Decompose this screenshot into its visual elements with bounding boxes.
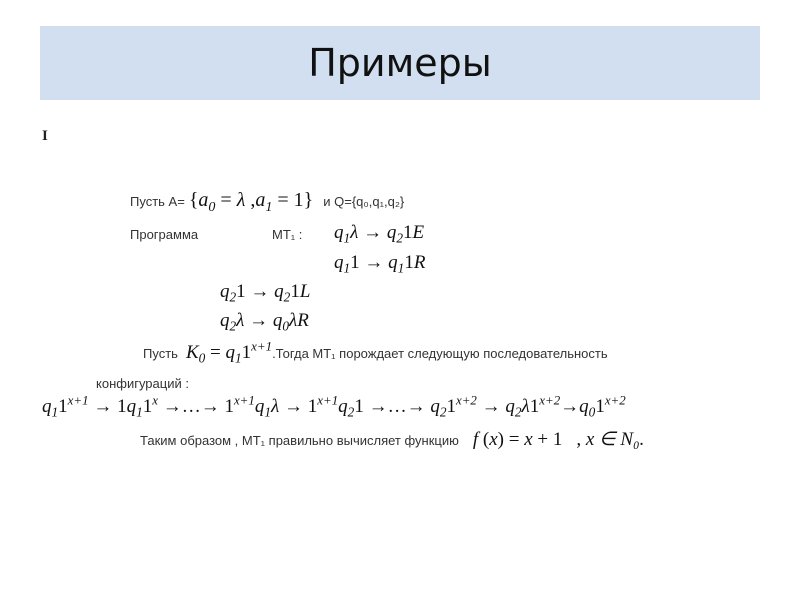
then-text: .Тогда МТ₁ порождает следующую последовательность: [272, 346, 608, 361]
initial-config-formula: $K_0 = q_11^{x+1}$: [185, 338, 273, 366]
slide-title: Примеры: [308, 41, 492, 85]
domain-condition: , x ∈ N₀.: [576, 429, 645, 450]
command-2: $q_11 \to q_11R$: [334, 252, 426, 276]
initial-config-line: [143, 338, 608, 366]
mt1-label: МТ₁ :: [272, 227, 303, 242]
conclusion-line: [140, 428, 644, 451]
alphabet-formula: {$a_0 = \lambda$ $,a_1 = 1$}: [188, 189, 314, 215]
command-4: $q_2\lambda \to q_0\lambda R$: [220, 310, 309, 334]
let2-text: Пусть: [143, 346, 178, 361]
title-bar: [40, 26, 760, 100]
alphabet-line: [130, 189, 405, 215]
command-3: $q_21 \to q_21L$: [220, 281, 311, 305]
program-label: Программа: [130, 227, 199, 242]
function-formula: f (x) = x + 1: [472, 429, 563, 450]
section-label: I: [42, 128, 48, 144]
command-1: $q_1\lambda \to q_21E$: [334, 222, 425, 246]
states-text: и Q={q₀,q₁,q₂}: [323, 194, 405, 209]
thus-text: Таким образом , МТ₁ правильно вычисляет функцию: [140, 433, 459, 448]
configuration-sequence: $q_11^{x+1} \to 1q_11^x$ →…→ $1^{x+1}q_1\lambda \to 1^{x+1}q_21$ →…→ $q_21^{x+2} \to q_2\lambda 1^{x+2}\to q_01^{x+2}$: [42, 392, 626, 420]
let-prefix: Пусть A=: [130, 194, 185, 209]
configs-label: конфигураций :: [96, 376, 189, 391]
